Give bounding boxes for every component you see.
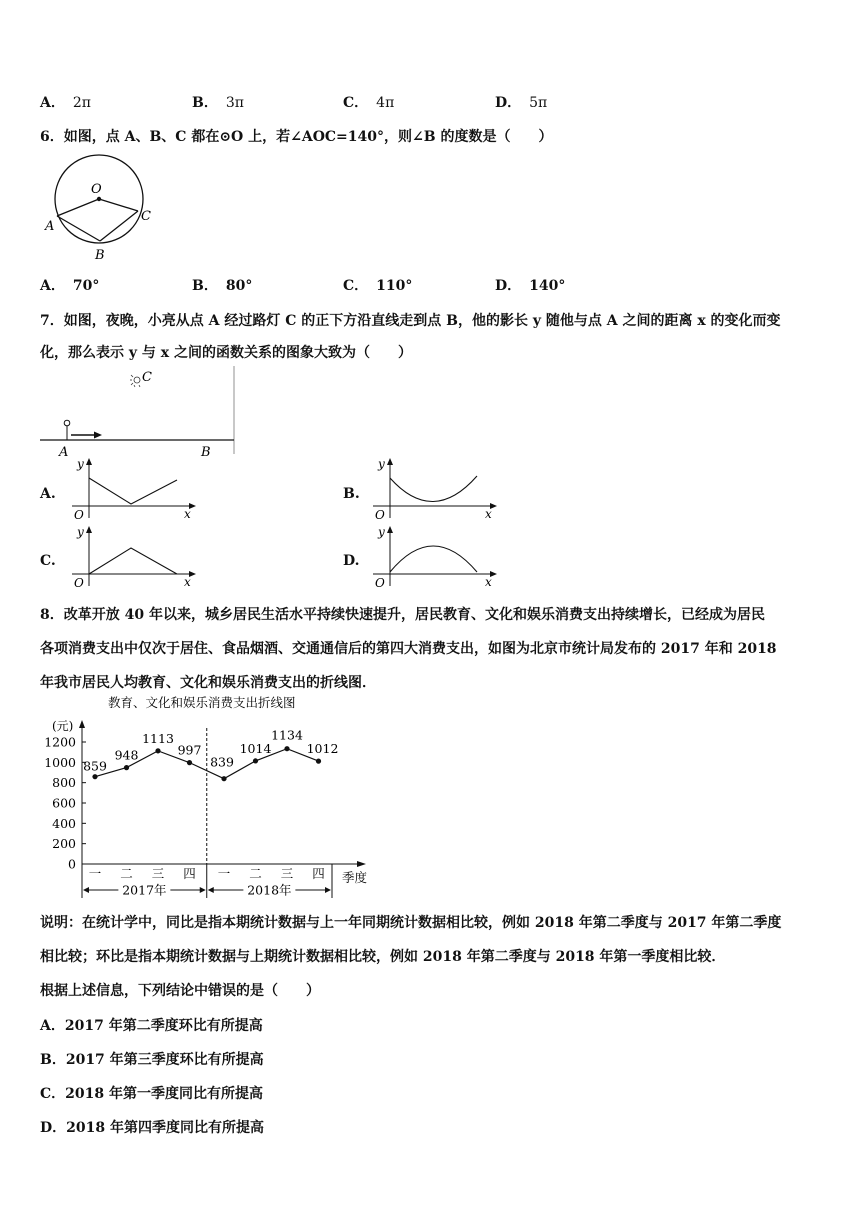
group-bracket-arrow bbox=[208, 887, 214, 893]
data-label: 859 bbox=[83, 758, 107, 774]
x-tick-label: 四 bbox=[183, 866, 196, 881]
x-tick-label: 三 bbox=[151, 866, 165, 881]
option-value: 5π bbox=[529, 95, 548, 111]
q7-option-a-letter: A. bbox=[40, 486, 56, 502]
y-tick-label: 200 bbox=[52, 836, 76, 852]
series-line-2017 bbox=[95, 751, 190, 777]
data-label: 997 bbox=[177, 742, 202, 758]
group-label: 2017年 bbox=[122, 882, 167, 898]
label-b: B bbox=[95, 248, 105, 263]
y-axis-label: (元) bbox=[52, 719, 74, 733]
q7-stem-line2: 化，那么表示 y 与 x 之间的函数关系的图象大致为（ ） bbox=[40, 345, 412, 361]
group-bracket-arrow bbox=[200, 887, 206, 893]
chord-cb bbox=[100, 211, 138, 241]
q7-stem-line1: 7．如图，夜晚，小亮从点 A 经过路灯 C 的正下方沿直线走到点 B，他的影长 y 随他与点 A 之间的距离 x 的变化而变 bbox=[40, 313, 781, 329]
x-axis-label: 季度 bbox=[342, 870, 368, 885]
data-point bbox=[284, 746, 289, 751]
axis-y-label: y bbox=[77, 457, 84, 471]
label-c: C bbox=[141, 209, 151, 224]
option-letter: A． bbox=[40, 95, 65, 111]
data-label: 1014 bbox=[239, 740, 272, 756]
axis-x-label: x bbox=[184, 575, 191, 589]
lamp-icon bbox=[130, 375, 140, 387]
q7-option-b-graph bbox=[365, 456, 501, 522]
origin-label: O bbox=[375, 508, 385, 522]
q8-question: 根据上述信息，下列结论中错误的是（ ） bbox=[40, 983, 320, 999]
segment-oc bbox=[99, 199, 138, 211]
data-point bbox=[155, 748, 160, 753]
arrow-right-icon bbox=[71, 432, 102, 439]
option-value: 3π bbox=[225, 95, 244, 111]
option-value: 70° bbox=[72, 278, 100, 294]
data-point bbox=[221, 776, 226, 781]
q7-option-c-letter: C. bbox=[40, 553, 56, 569]
option-letter: B． bbox=[192, 278, 218, 294]
axis-x-label: x bbox=[485, 575, 492, 589]
label-c: C bbox=[142, 370, 152, 385]
q7-option-c-graph bbox=[64, 524, 200, 590]
label-b: B bbox=[201, 445, 211, 460]
option-value: 140° bbox=[529, 278, 566, 294]
q5-option-b bbox=[192, 92, 244, 112]
center-point bbox=[97, 197, 101, 201]
option-letter: A． bbox=[40, 278, 65, 294]
q6-option-c bbox=[343, 275, 412, 295]
y-tick-label: 600 bbox=[52, 795, 76, 811]
x-axis-arrow bbox=[357, 861, 366, 867]
q6-option-d bbox=[495, 275, 565, 295]
q7-option-b-letter: B. bbox=[343, 486, 360, 502]
x-tick-label: 二 bbox=[120, 866, 133, 881]
q8-option-c: C．2018 年第一季度同比有所提高 bbox=[40, 1086, 263, 1102]
option-value: 2π bbox=[72, 95, 91, 111]
y-axis-arrow bbox=[79, 720, 85, 728]
q8-stem-line1: 8．改革开放 40 年以来，城乡居民生活水平持续快速提升，居民教育、文化和娱乐消费支出持续增长，已经成为居民 bbox=[40, 607, 765, 623]
function-curve bbox=[390, 546, 477, 572]
x-tick-label: 四 bbox=[312, 866, 325, 881]
option-letter: C． bbox=[343, 278, 369, 294]
option-value: 4π bbox=[376, 95, 395, 111]
data-point bbox=[253, 758, 258, 763]
q7-option-a-graph bbox=[64, 456, 200, 522]
option-value: 80° bbox=[225, 278, 253, 294]
person-icon bbox=[64, 420, 70, 440]
label-a: A bbox=[45, 219, 55, 234]
axis-x-label: x bbox=[485, 507, 492, 521]
axis-y-label: y bbox=[77, 525, 84, 539]
function-curve bbox=[390, 476, 477, 502]
q6-option-a bbox=[40, 275, 99, 295]
option-value: 110° bbox=[376, 278, 413, 294]
data-point bbox=[124, 765, 129, 770]
q7-lamp-figure bbox=[38, 366, 238, 460]
group-bracket-arrow bbox=[325, 887, 331, 893]
y-tick-label: 1200 bbox=[44, 734, 76, 750]
q8-option-d: D．2018 年第四季度同比有所提高 bbox=[40, 1120, 264, 1136]
data-label: 1134 bbox=[271, 727, 303, 743]
data-label: 1012 bbox=[306, 741, 339, 757]
x-tick-label: 二 bbox=[249, 866, 262, 881]
q5-option-d bbox=[495, 92, 547, 112]
data-label: 839 bbox=[210, 754, 234, 770]
data-point bbox=[187, 760, 192, 765]
axis-y-label: y bbox=[378, 457, 385, 471]
origin-label: O bbox=[375, 576, 385, 590]
data-point bbox=[316, 759, 321, 764]
segment-oa bbox=[57, 199, 99, 216]
y-tick-label: 800 bbox=[52, 775, 76, 791]
y-tick-label: 1000 bbox=[44, 754, 76, 770]
option-letter: C． bbox=[343, 95, 369, 111]
origin-label: O bbox=[74, 576, 84, 590]
data-label: 948 bbox=[114, 747, 139, 763]
x-tick-label: 一 bbox=[217, 866, 231, 881]
q6-circle-figure bbox=[40, 152, 170, 264]
option-letter: D． bbox=[495, 278, 522, 294]
origin-label: O bbox=[74, 508, 84, 522]
group-label: 2018年 bbox=[247, 882, 292, 898]
label-a: A bbox=[59, 445, 69, 460]
axis-x-label: x bbox=[184, 507, 191, 521]
axis-y-label: y bbox=[378, 525, 385, 539]
data-point bbox=[92, 774, 97, 779]
function-curve bbox=[89, 478, 177, 504]
q6-option-b bbox=[192, 275, 252, 295]
q6-stem: 6．如图，点 A、B、C 都在⊙O 上，若∠AOC=140°，则∠B 的度数是（ ） bbox=[40, 129, 553, 145]
x-tick-label: 三 bbox=[280, 866, 294, 881]
q8-option-a: A．2017 年第二季度环比有所提高 bbox=[40, 1018, 263, 1034]
data-label: 1113 bbox=[142, 730, 174, 746]
q7-option-d-letter: D. bbox=[343, 553, 360, 569]
option-letter: B． bbox=[192, 95, 218, 111]
label-o: O bbox=[91, 182, 102, 197]
q7-option-d-graph bbox=[365, 524, 501, 590]
q8-note-line2: 相比较；环比是指本期统计数据与上期统计数据相比较，例如 2018 年第二季度与 2018 年第一季度相比较． bbox=[40, 949, 726, 965]
q8-stem-line3: 年我市居民人均教育、文化和娱乐消费支出的折线图． bbox=[40, 675, 376, 691]
option-letter: D． bbox=[495, 95, 522, 111]
q8-note-line1: 说明：在统计学中，同比是指本期统计数据与上一年同期统计数据相比较，例如 2018 年第二季度与 2017 年第二季度 bbox=[40, 915, 782, 931]
x-tick-label: 一 bbox=[88, 866, 102, 881]
y-tick-label: 400 bbox=[52, 815, 76, 831]
q8-stem-line2: 各项消费支出中仅次于居住、食品烟酒、交通通信后的第四大消费支出，如图为北京市统计局发布的 2017 年和 2018 bbox=[40, 641, 777, 657]
q5-option-c bbox=[343, 92, 394, 112]
y-tick-label: 0 bbox=[68, 856, 76, 872]
group-bracket-arrow bbox=[83, 887, 89, 893]
q5-option-a bbox=[40, 92, 91, 112]
q8-option-b: B．2017 年第三季度环比有所提高 bbox=[40, 1052, 264, 1068]
function-curve bbox=[89, 548, 177, 574]
chart-title: 教育、文化和娱乐消费支出折线图 bbox=[108, 695, 296, 710]
q8-line-chart bbox=[36, 692, 386, 904]
